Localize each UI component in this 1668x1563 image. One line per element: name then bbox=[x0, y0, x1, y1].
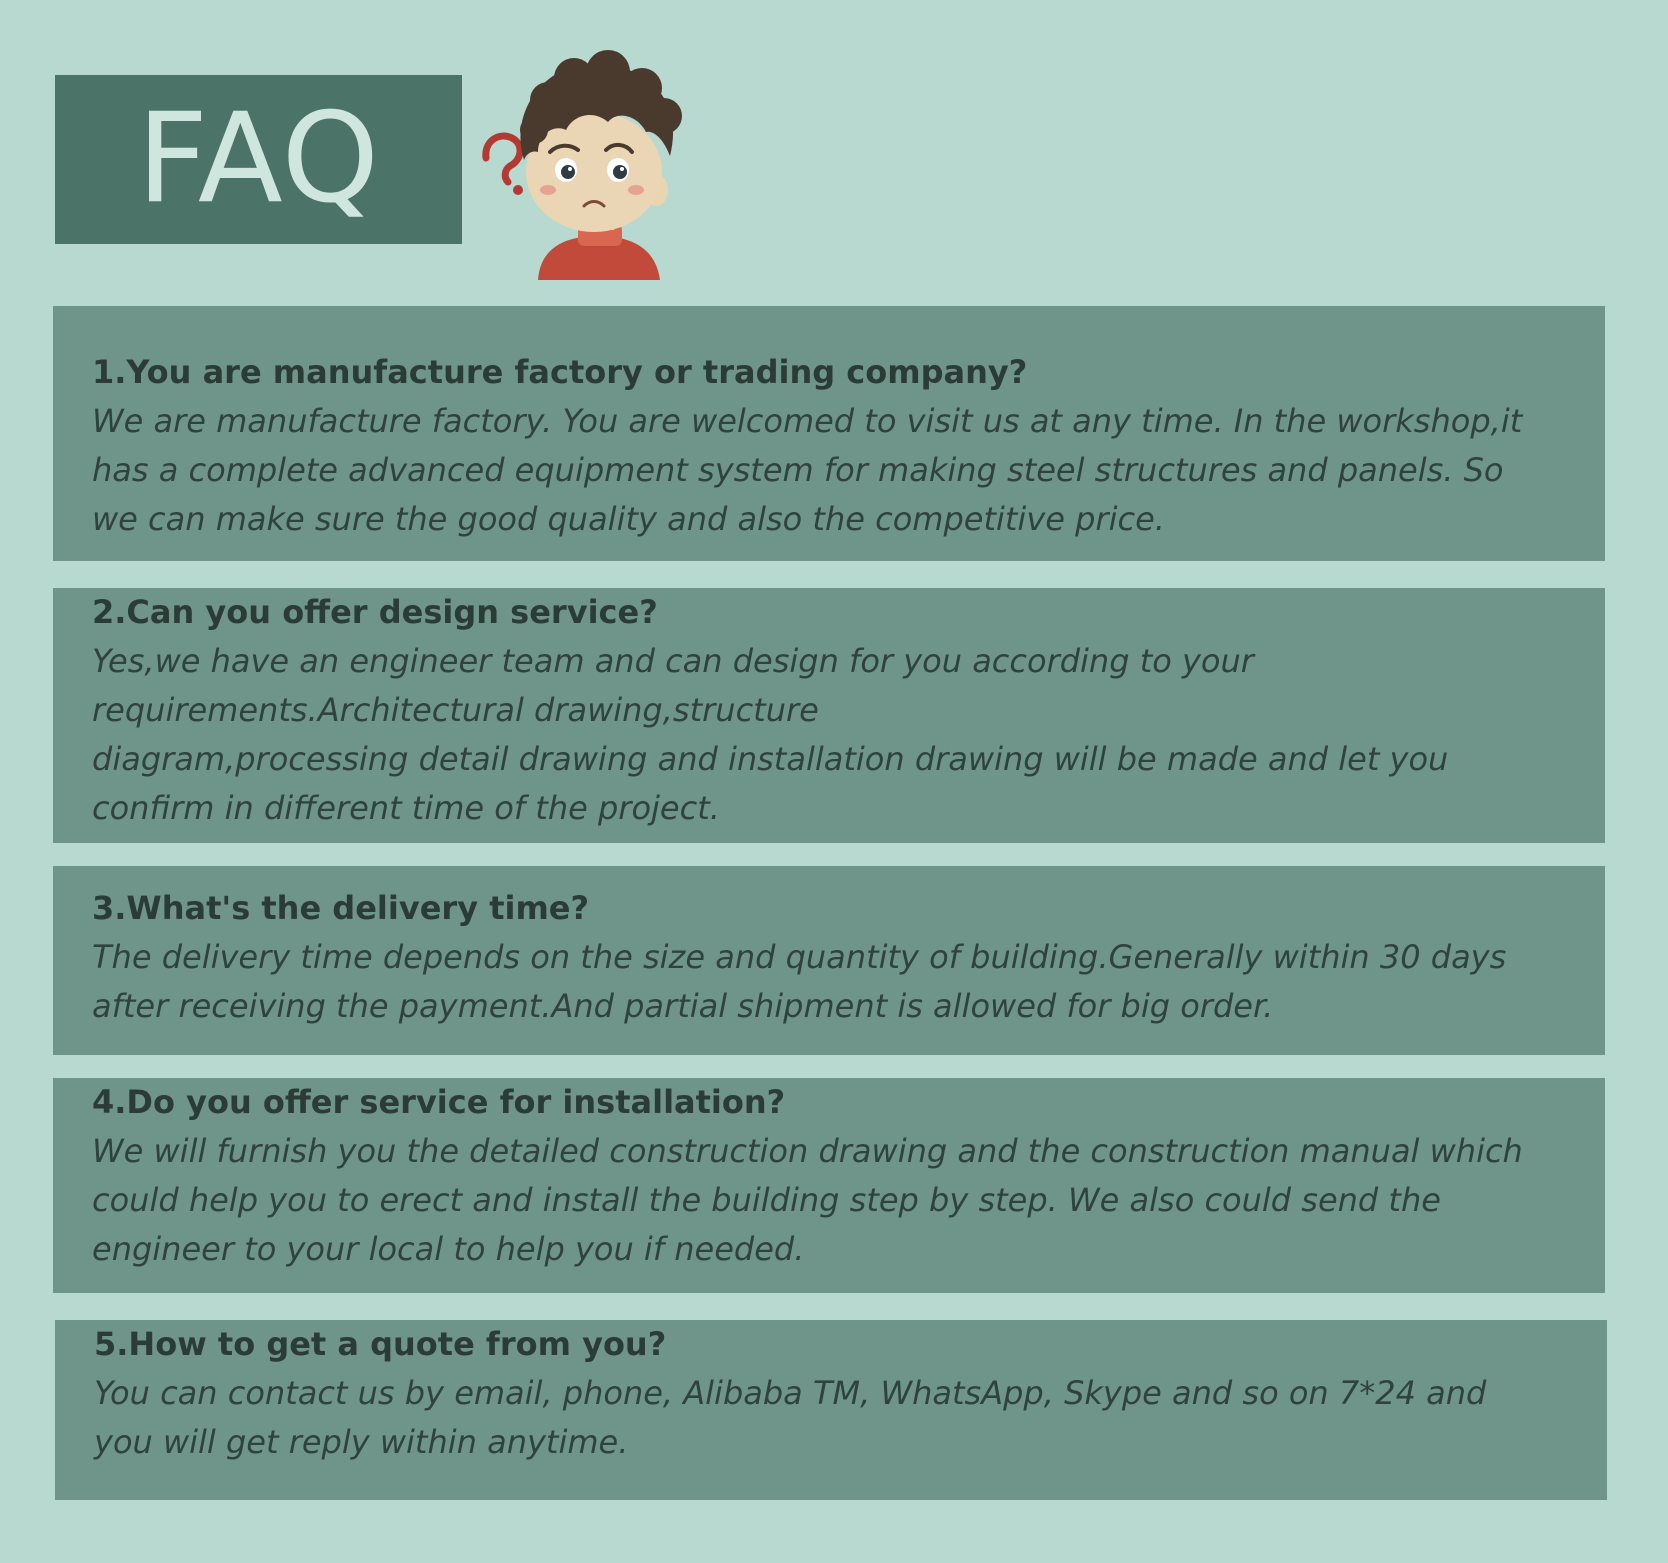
faq-item-3 bbox=[53, 866, 1605, 1055]
confused-boy-icon bbox=[478, 40, 718, 290]
faq-question-5: 5.How to get a quote from you? bbox=[94, 1325, 667, 1363]
faq-answer-1: We are manufacture factory. You are welcomed to visit us at any time. In the workshop,it has a complete advanced equipment system for making steel structures and panels. So we can make sure the good quality and also the competitive price. bbox=[92, 402, 1523, 538]
faq-question-2: 2.Can you offer design service? bbox=[92, 593, 658, 631]
faq-question-1: 1.You are manufacture factory or trading company? bbox=[92, 353, 1028, 391]
faq-answer-3: The delivery time depends on the size and quantity of building.Generally within 30 days after receiving the payment.And partial shipment is allowed for big order. bbox=[92, 938, 1507, 1025]
faq-question-4: 4.Do you offer service for installation? bbox=[92, 1083, 786, 1121]
faq-answer-2: Yes,we have an engineer team and can design for you according to your requirements.Architectural drawing,structure diagram,processing detail drawing and installation drawing will be made and let you confirm in different time of the project. bbox=[92, 642, 1449, 827]
faq-item-4 bbox=[53, 1078, 1605, 1293]
faq-title: FAQ bbox=[55, 75, 462, 244]
faq-answer-5: You can contact us by email, phone, Alibaba TM, WhatsApp, Skype and so on 7*24 and you will get reply within anytime. bbox=[94, 1374, 1487, 1461]
faq-item-2 bbox=[53, 588, 1605, 843]
faq-item-5 bbox=[55, 1320, 1607, 1500]
faq-item-1 bbox=[53, 306, 1605, 561]
faq-answer-4: We will furnish you the detailed construction drawing and the construction manual which could help you to erect and install the building step by step. We also could send the engineer to your local to help you if needed. bbox=[92, 1132, 1523, 1268]
faq-question-3: 3.What's the delivery time? bbox=[92, 889, 590, 927]
